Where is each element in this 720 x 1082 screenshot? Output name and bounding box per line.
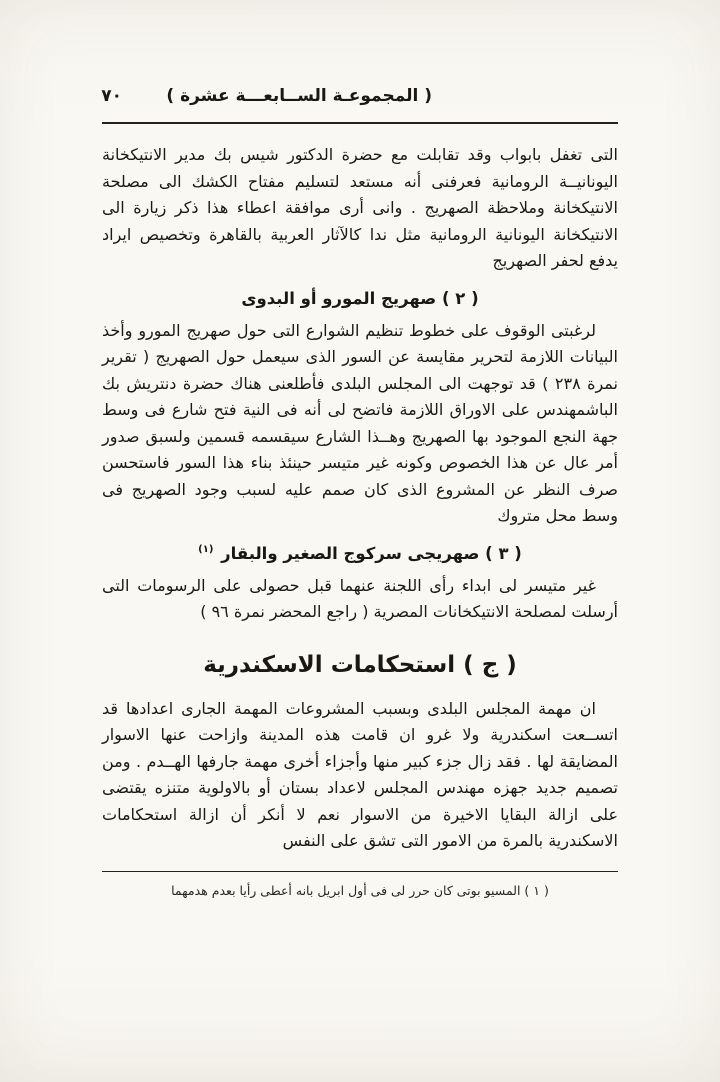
footnote-reference-mark: (١) xyxy=(198,544,214,555)
paragraph-street-planning: لرغبتى الوقوف على خطوط تنظيم الشوارع التى حول صهريج المورو وأخذ البيانات اللازمة لتحرير مقايسة عن السور الذى سيعمل حول الصهريج ( تقرير نمرة ٢٣٨ ) قد توجهت الى المجلس البلدى فأطلعنى هناك حضرة دنتريش بك الباشمهندس على الاوراق اللازمة فاتضح لى أنه فى النية فتح شارع فى وسط جهة النجع الموجود بها الصهريج وهــذا الشارع سيقسمه قسمين ولسبق صدور أمر عال عن هذا الخصوص وكونه غير متيسر حينئذ بناء هذا السور فاستحسن صرف النظر عن المشروع الذى كان صمم عليه لسبب وجود الصهريج فى وسط محل متروك xyxy=(102,320,619,525)
footnote-text: ( ١ ) المسيو بوتى كان حرر لى فى أول ابريل بانه أعطى رأيا بعدم هدمهما xyxy=(171,882,549,898)
footnote-separator-rule xyxy=(102,871,618,872)
section-heading-alexandria-fortifications: ( ج ) استحكامات الاسكندرية xyxy=(203,651,517,678)
paragraph-cistern-keys: التى تغفل بابواب وقد تقابلت مع حضرة الدكتور شيس بك مدير الانتيكخانة اليونانيــة الرومانية فعرفنى أنه مستعد لتسليم مفتاح الكشك الى مصلحة الانتيكخانة وملاحظة الصهريج . وانى أرى موافقة اعطاء هذا ذكر زيارة الى الانتيكخانة اليونانية الرومانية مثل ندا كالآثار العربية بالقاهرة وتخصيص ايراد يدفع لحفر الصهريج xyxy=(102,145,618,270)
paragraph-city-walls: ان مهمة المجلس البلدى وبسبب المشروعات المهمة الجارى اعدادها قد اتســعت اسكندرية ولا غرو ان قامت هذه المدينة وازاحت عنها الاسوار المضايقة لها . فقد زال جزء كبير منها وأجزاء أخرى مهمة جارفها الهــدم . ومن تصميم جديد جهزه مهندس المجلس لاعداد بستان أو بالاولوية متنزه يقتضى على ازالة البقايا الاخيرة من الاسوار نعم لا أنكر أن ازالة استحكامات الاسكندرية بالمرة من الامور التى تشق على النفس xyxy=(102,698,618,850)
page-number: ٧٠ xyxy=(101,86,122,106)
page-content xyxy=(102,84,618,900)
running-title: ( المجموعـة الســابعـــة عشرة ) xyxy=(166,86,432,106)
heading-moro-cistern: ( ٢ ) صهريج المورو أو البدوى xyxy=(241,288,479,308)
heading-sarkouj-text: ( ٣ ) صهريجى سركوج الصغير والبقار xyxy=(221,543,522,563)
heading-sarkouj-cisterns xyxy=(102,544,618,563)
page-header xyxy=(102,84,618,116)
paragraph-committee-opinion: غير متيسر لى ابداء رأى اللجنة عنهما قبل حصولى على الرسومات التى أرسلت لمصلحة الانتيكخانات المصرية ( راجع المحضر نمرة ٩٦ ) xyxy=(102,575,618,621)
header-rule xyxy=(102,122,618,124)
